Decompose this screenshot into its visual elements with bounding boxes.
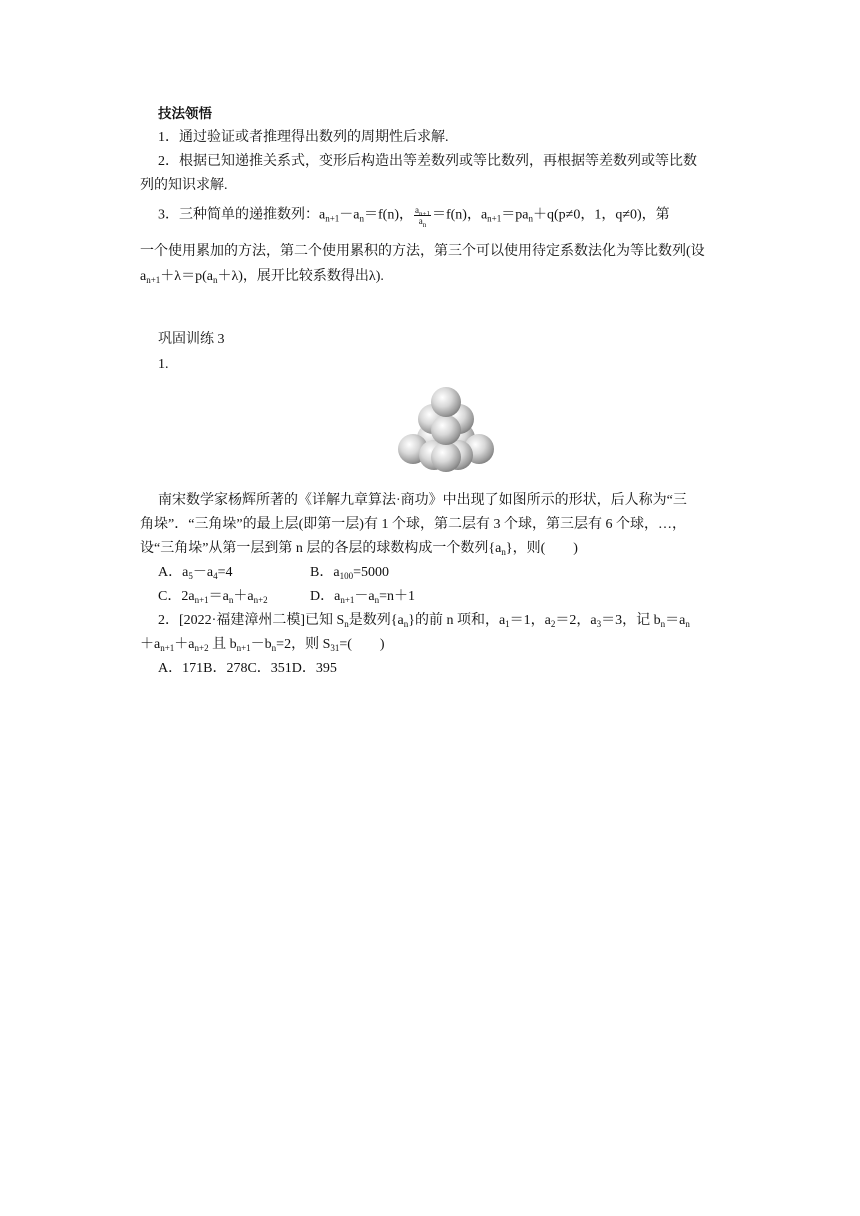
question-1-number: 1. <box>158 357 169 372</box>
tip-item-1: 1．通过验证或者推理得出数列的周期性后求解. <box>158 130 449 145</box>
question-1-line1: 南宋数学家杨辉所著的《详解九章算法·商功》中出现了如图所示的形状，后人称为“三 <box>158 493 687 508</box>
tip-item-2-line2: 列的知识求解. <box>140 178 228 193</box>
tip-item-3-line3: $a_{n+1}+\lambda=p(a_n+\lambda)$，展开比较系数得出λ). <box>140 269 384 285</box>
question-1-option-c: C．$2a_{n+1}=a_n+a_{n+2}$ <box>158 589 268 605</box>
tip-item-3-line1: 3．三种简单的递推数列：$a_{n+1}-a_n=f(n)$， $\frac{a_{n+1}}{a_n}$ ＝f(n)，$a_{n+1}=pa_n+q(p\ne 0$，1，q≠0)，第 <box>158 205 670 229</box>
question-2-line2: $+a_{n+1}+a_{n+2}$ 且 $b_{n+1}-b_n=2$，则 $S_{31}=$( ) <box>140 637 385 653</box>
tip-item-3-line2: 一个使用累加的方法，第二个使用累积的方法，第三个可以使用待定系数法化为等比数列(设 <box>140 244 705 259</box>
question-2-line1: 2．[2022·福建漳州二模]已知 $S_n$是数列$\{a_n\}$的前 n 项和，$a_1=1$，$a_2=2$，$a_3=3$，记 $b_n=a_n$ <box>158 613 690 629</box>
ball-pyramid-image <box>396 382 496 474</box>
tip-item-3-line3-suffix: ，展开比较系数得出λ). <box>242 269 384 284</box>
question-1-line3-a: 设“三角垛”从第一层到第 n 层的各层的球数构成一个数列{a <box>140 541 502 556</box>
section-heading: 技法领悟 <box>158 106 212 122</box>
question-1-option-a: A．$a_5-a_4=4$ <box>158 565 233 581</box>
practice-title: 巩固训练 3 <box>158 332 225 347</box>
question-1-line3-b: }，则( ) <box>505 541 578 556</box>
fraction: $\frac{a_{n+1}}{a_n}$ <box>415 205 430 229</box>
tip-item-3-prefix: 3．三种简单的递推数列： <box>158 207 319 223</box>
question-2-options: A．171B．278C．351D．395 <box>158 661 337 676</box>
question-1-option-d: D．$a_{n+1}-a_n=n+1$ <box>310 589 416 605</box>
question-1-option-b: B．$a_{100}=5000$ <box>310 565 389 581</box>
question-1-line3: 设“三角垛”从第一层到第 n 层的各层的球数构成一个数列$\{a_n\}$，则( ) <box>140 541 578 557</box>
tip-item-3-condition: (p≠0，1，q≠0)，第 <box>553 207 670 223</box>
tip-item-2-line1: 2．根据已知递推关系式，变形后构造出等差数列或等比数列，再根据等差数列或等比数 <box>158 154 697 169</box>
question-1-line2: 角垛”．“三角垛”的最上层(即第一层)有 1 个球，第二层有 3 个球，第三层有 6 个球，…， <box>140 517 686 532</box>
